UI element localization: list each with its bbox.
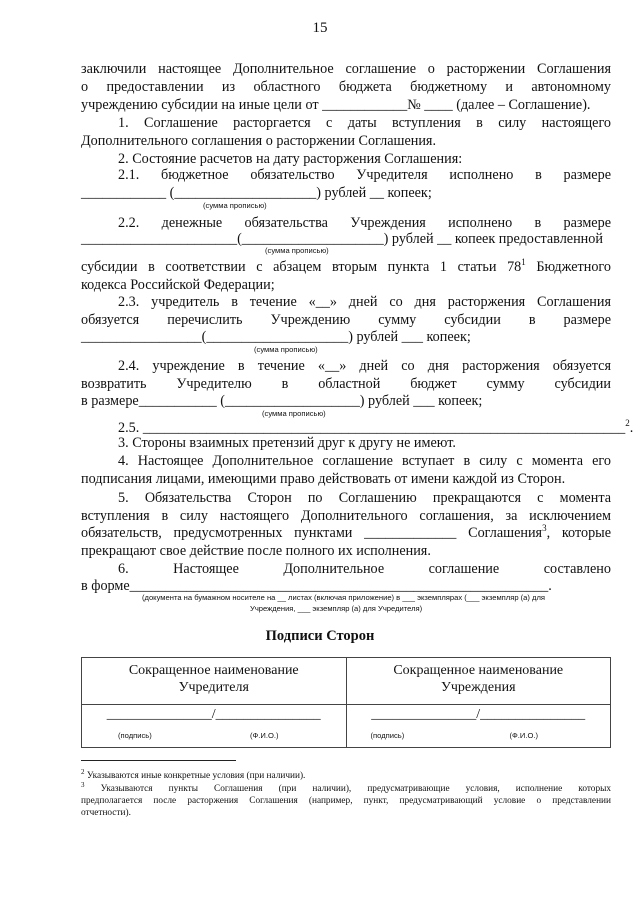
- footnote-ref: 2: [625, 418, 630, 428]
- footnote-text: Указываются иные конкретные условия (при наличии).: [84, 771, 306, 781]
- text-line: заключили настоящее Дополнительное соглашение о расторжении Соглашения: [81, 61, 611, 77]
- founder-signature-cell: [82, 705, 347, 748]
- institution-signature-cell: [346, 705, 611, 748]
- footnote-text: отчетности).: [81, 808, 131, 818]
- footnote-mark: 2: [81, 768, 85, 776]
- caption-sum-in-words: (сумма прописью): [265, 246, 329, 255]
- text-line: учреждению субсидии на иные цели от ____________№ ____ (далее – Соглашение).: [81, 97, 591, 113]
- text-fragment: обязательств, предусмотренных пунктами _____________ Соглашения: [81, 525, 543, 541]
- clause-3: 3. Стороны взаимных претензий друг к другу не имеют.: [118, 435, 456, 451]
- signature-line: _______________/_______________: [371, 707, 586, 722]
- cell-heading: Учреждения: [440, 680, 516, 695]
- caption-full-name: (Ф.И.О.): [250, 731, 279, 740]
- text-line: кодекса Российской Федерации;: [81, 277, 275, 293]
- text-line: подписания лицами, имеющими право действовать от имени каждой из Сторон.: [81, 471, 566, 487]
- signature-line: _______________/_______________: [106, 707, 321, 722]
- footnote-mark: 3: [81, 781, 85, 789]
- clause-2: 2. Состояние расчетов на дату расторжения Соглашения:: [118, 151, 463, 167]
- text-fragment: .: [629, 420, 634, 436]
- text-line: о предоставлении из областного бюджета бюджетному и автономному: [81, 79, 611, 95]
- caption-full-name: (Ф.И.О.): [509, 731, 539, 740]
- caption-signature: (подпись): [118, 731, 152, 740]
- institution-name-cell: [346, 658, 611, 705]
- clause-1: 1. Соглашение расторгается с даты вступления в силу настоящего: [118, 115, 611, 131]
- text-line: в размере___________ (___________________) рублей ___ копеек;: [81, 393, 483, 409]
- footnote-text: предполагается после расторжения Соглашения (например, пункт, предусматривающий условие о представлении: [81, 796, 611, 806]
- caption-sum-in-words: (сумма прописью): [262, 409, 326, 418]
- text-line: прекращают свое действие после полного их исполнения.: [81, 543, 431, 559]
- footnote-2: [81, 770, 611, 783]
- text-fragment: Бюджетного: [525, 259, 611, 275]
- clause-2-2: 2.2. денежные обязательства Учреждения исполнено в размере: [118, 215, 611, 231]
- text-line: Дополнительного соглашения о расторжении Соглашения.: [81, 133, 436, 149]
- caption-signature: (подпись): [370, 731, 405, 740]
- clause-2-4: 2.4. учреждение в течение «__» дней со дня расторжения обязуется: [118, 358, 611, 374]
- text-fragment: субсидии в соответствии с абзацем вторым пункта 1 статьи 78: [81, 259, 522, 275]
- text-line: ______________________(____________________) рублей __ копеек предоставленной: [81, 231, 603, 247]
- text-line: вступления в силу настоящего Дополнительного соглашения, за исключением: [81, 508, 611, 524]
- signatures-title: Подписи Сторон: [265, 628, 375, 644]
- text-line: возвратить Учредителю в областной бюджет сумму субсидии: [81, 376, 611, 392]
- text-line: обязуется перечислить Учреждению сумму субсидии в размере: [81, 312, 611, 328]
- caption-form: Учреждения, ___ экземпляр (а) для Учредителя): [250, 604, 423, 613]
- founder-name-cell: [82, 658, 347, 705]
- text-line: в форме___________________________________________________________.: [81, 578, 552, 594]
- footnote-ref: 1: [521, 257, 526, 267]
- clause-5: 5. Обязательства Сторон по Соглашению прекращаются с момента: [118, 490, 611, 506]
- text-line: ____________ (____________________) рублей __ копеек;: [81, 185, 432, 201]
- clause-4: 4. Настоящее Дополнительное соглашение вступает в силу с момента его: [118, 453, 611, 469]
- clause-2-1: 2.1. бюджетное обязательство Учредителя исполнено в размере: [118, 167, 611, 183]
- text-line: [81, 258, 611, 276]
- caption-sum-in-words: (сумма прописью): [254, 345, 318, 354]
- text-line: _________________(____________________) рублей ___ копеек;: [81, 329, 471, 345]
- clause-2-3: 2.3. учредитель в течение «__» дней со дня расторжения Соглашения: [118, 294, 611, 310]
- clause-6: 6. Настоящее Дополнительное соглашение составлено: [118, 561, 611, 577]
- text-line: [81, 524, 611, 542]
- footnote-divider: [81, 760, 236, 761]
- footnote-text: Указываются пункты Соглашения (при наличии), предусматривающие условия, исполнение которых: [84, 784, 611, 794]
- signatures-table: [81, 657, 611, 748]
- footnote-ref: 3: [542, 523, 547, 533]
- cell-heading: Учредителя: [178, 680, 249, 695]
- page-number: 15: [312, 20, 328, 36]
- text-fragment: 2.5. ____________________________________________________________________: [118, 420, 626, 436]
- cell-heading: Сокращенное наименование: [128, 663, 299, 678]
- caption-form: (документа на бумажном носителе на __ листах (включая приложение) в ___ экземплярах (___ экземпляр (а) для: [142, 593, 546, 602]
- cell-heading: Сокращенное наименование: [393, 663, 564, 678]
- footnote-3: [81, 783, 611, 796]
- caption-sum-in-words: (сумма прописью): [203, 201, 267, 210]
- text-fragment: , которые: [546, 525, 611, 541]
